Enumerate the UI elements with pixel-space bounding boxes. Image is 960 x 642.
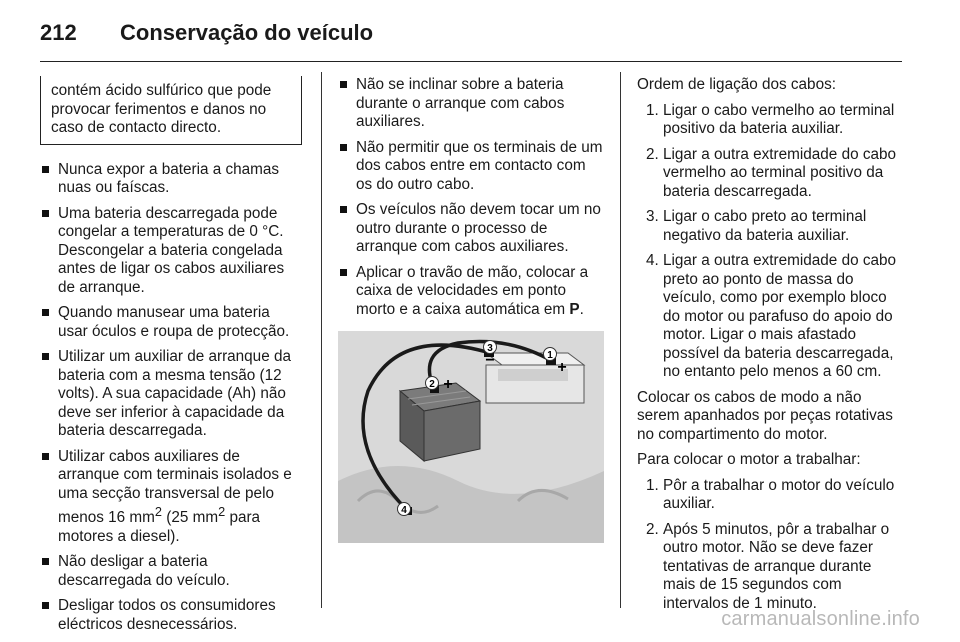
list-item-cables: Utilizar cabos auxiliares de arranque com terminais isolados e uma secção transversal de pelo menos 16 $mm^2$ (25 $mm^2$ para motores a diesel). [40,448,302,547]
list-item: 4. Ligar a outra extremidade do cabo preto ao ponto de massa do veículo, como por exemplo bloco do motor ou parafuso do apoio do motor. Ligar o mais afastado possível da bateria descarregada, no entanto pelo menos a 60 cm. [646,252,897,380]
square-bullet-icon [42,453,49,460]
start-engine-steps [637,477,903,614]
square-bullet-icon [340,144,347,151]
list-item-handbrake: Aplicar o travão de mão, colocar a caixa de velocidades em ponto morto e a caixa automática em P. [338,264,604,320]
column-middle [338,76,604,543]
square-bullet-icon [42,166,49,173]
square-bullet-icon [42,309,49,316]
svg-text:3: 3 [487,343,493,354]
list-item: Nunca expor a bateria a chamas nuas ou faíscas. [40,161,302,198]
cable-routing-text: Colocar os cabos de modo a não serem apanhados por peças rotativas no compartimento do motor. [637,388,893,443]
precautions-list-2 [338,76,604,319]
svg-text:2: 2 [429,379,435,390]
page-title: Conservação do veículo [120,20,374,45]
list-item: Desligar todos os consumidores eléctricos desnecessários. [40,597,302,634]
svg-text:4: 4 [401,505,407,516]
list-item: 2. Ligar a outra extremidade do cabo vermelho ao terminal positivo da bateria descarregada. [646,145,897,200]
column-left [40,76,302,641]
list-item: 1. Pôr a trabalhar o motor do veículo auxiliar. [646,476,895,512]
list-item: 2. Após 5 minutos, pôr a trabalhar o outro motor. Não se deve fazer tentativas de arranque durante mais de 15 segundos com intervalos de 1 minuto. [646,520,890,612]
warning-text: contém ácido sulfúrico que pode provocar ferimentos e danos no caso de contacto directo. [51,82,272,136]
column-right [637,76,903,620]
svg-text:1: 1 [547,350,553,361]
list-item: Não se inclinar sobre a bateria durante o arranque com cabos auxiliares. [338,76,604,132]
precautions-list [40,161,302,635]
cable-order-steps [637,102,903,382]
header-rule [40,61,902,62]
list-item: 3. Ligar o cabo preto ao terminal negativo da bateria auxiliar. [646,208,867,244]
list-item: Uma bateria descarregada pode congelar a temperaturas de 0 °C. Descongelar a bateria congelada antes de ligar os cabos auxiliares de arranque. [40,205,302,298]
list-item: Não desligar a bateria descarregada do veículo. [40,553,302,590]
plus-terminal-icon: + [557,359,567,376]
square-bullet-icon [42,353,49,360]
discharged-battery [400,383,480,461]
square-bullet-icon [42,602,49,609]
list-item: Os veículos não devem tocar um no outro durante o processo de arranque com cabos auxiliares. [338,201,604,257]
cable-order-title: Ordem de ligação dos cabos: [637,76,836,93]
square-bullet-icon [340,269,347,276]
list-item: Utilizar um auxiliar de arranque da bateria com a mesma tensão (12 volts). A sua capacidade (Ah) não deve ser inferior à capacidade da bateria descarregada. [40,348,302,441]
jump-start-illustration [338,331,604,543]
watermark: carmanualsonline.info [721,608,920,630]
warning-box [40,76,302,145]
square-bullet-icon [340,81,347,88]
square-bullet-icon [340,206,347,213]
square-bullet-icon [42,558,49,565]
page-number: 212 [40,20,77,45]
list-item: Quando manusear uma bateria usar óculos e roupa de protecção. [40,304,302,341]
minus-terminal-icon: − [485,352,495,369]
column-divider-2 [620,72,621,608]
plus-terminal-icon: + [443,376,453,393]
list-item: Não permitir que os terminais de um dos cabos entre em contacto com os do outro cabo. [338,139,604,195]
square-bullet-icon [42,210,49,217]
list-item: 1. Ligar o cabo vermelho ao terminal positivo da bateria auxiliar. [646,101,895,137]
helper-battery [486,353,584,403]
column-divider-1 [321,72,322,608]
engine-bay-drawing [338,331,604,543]
start-engine-title: Para colocar o motor a trabalhar: [637,451,861,468]
